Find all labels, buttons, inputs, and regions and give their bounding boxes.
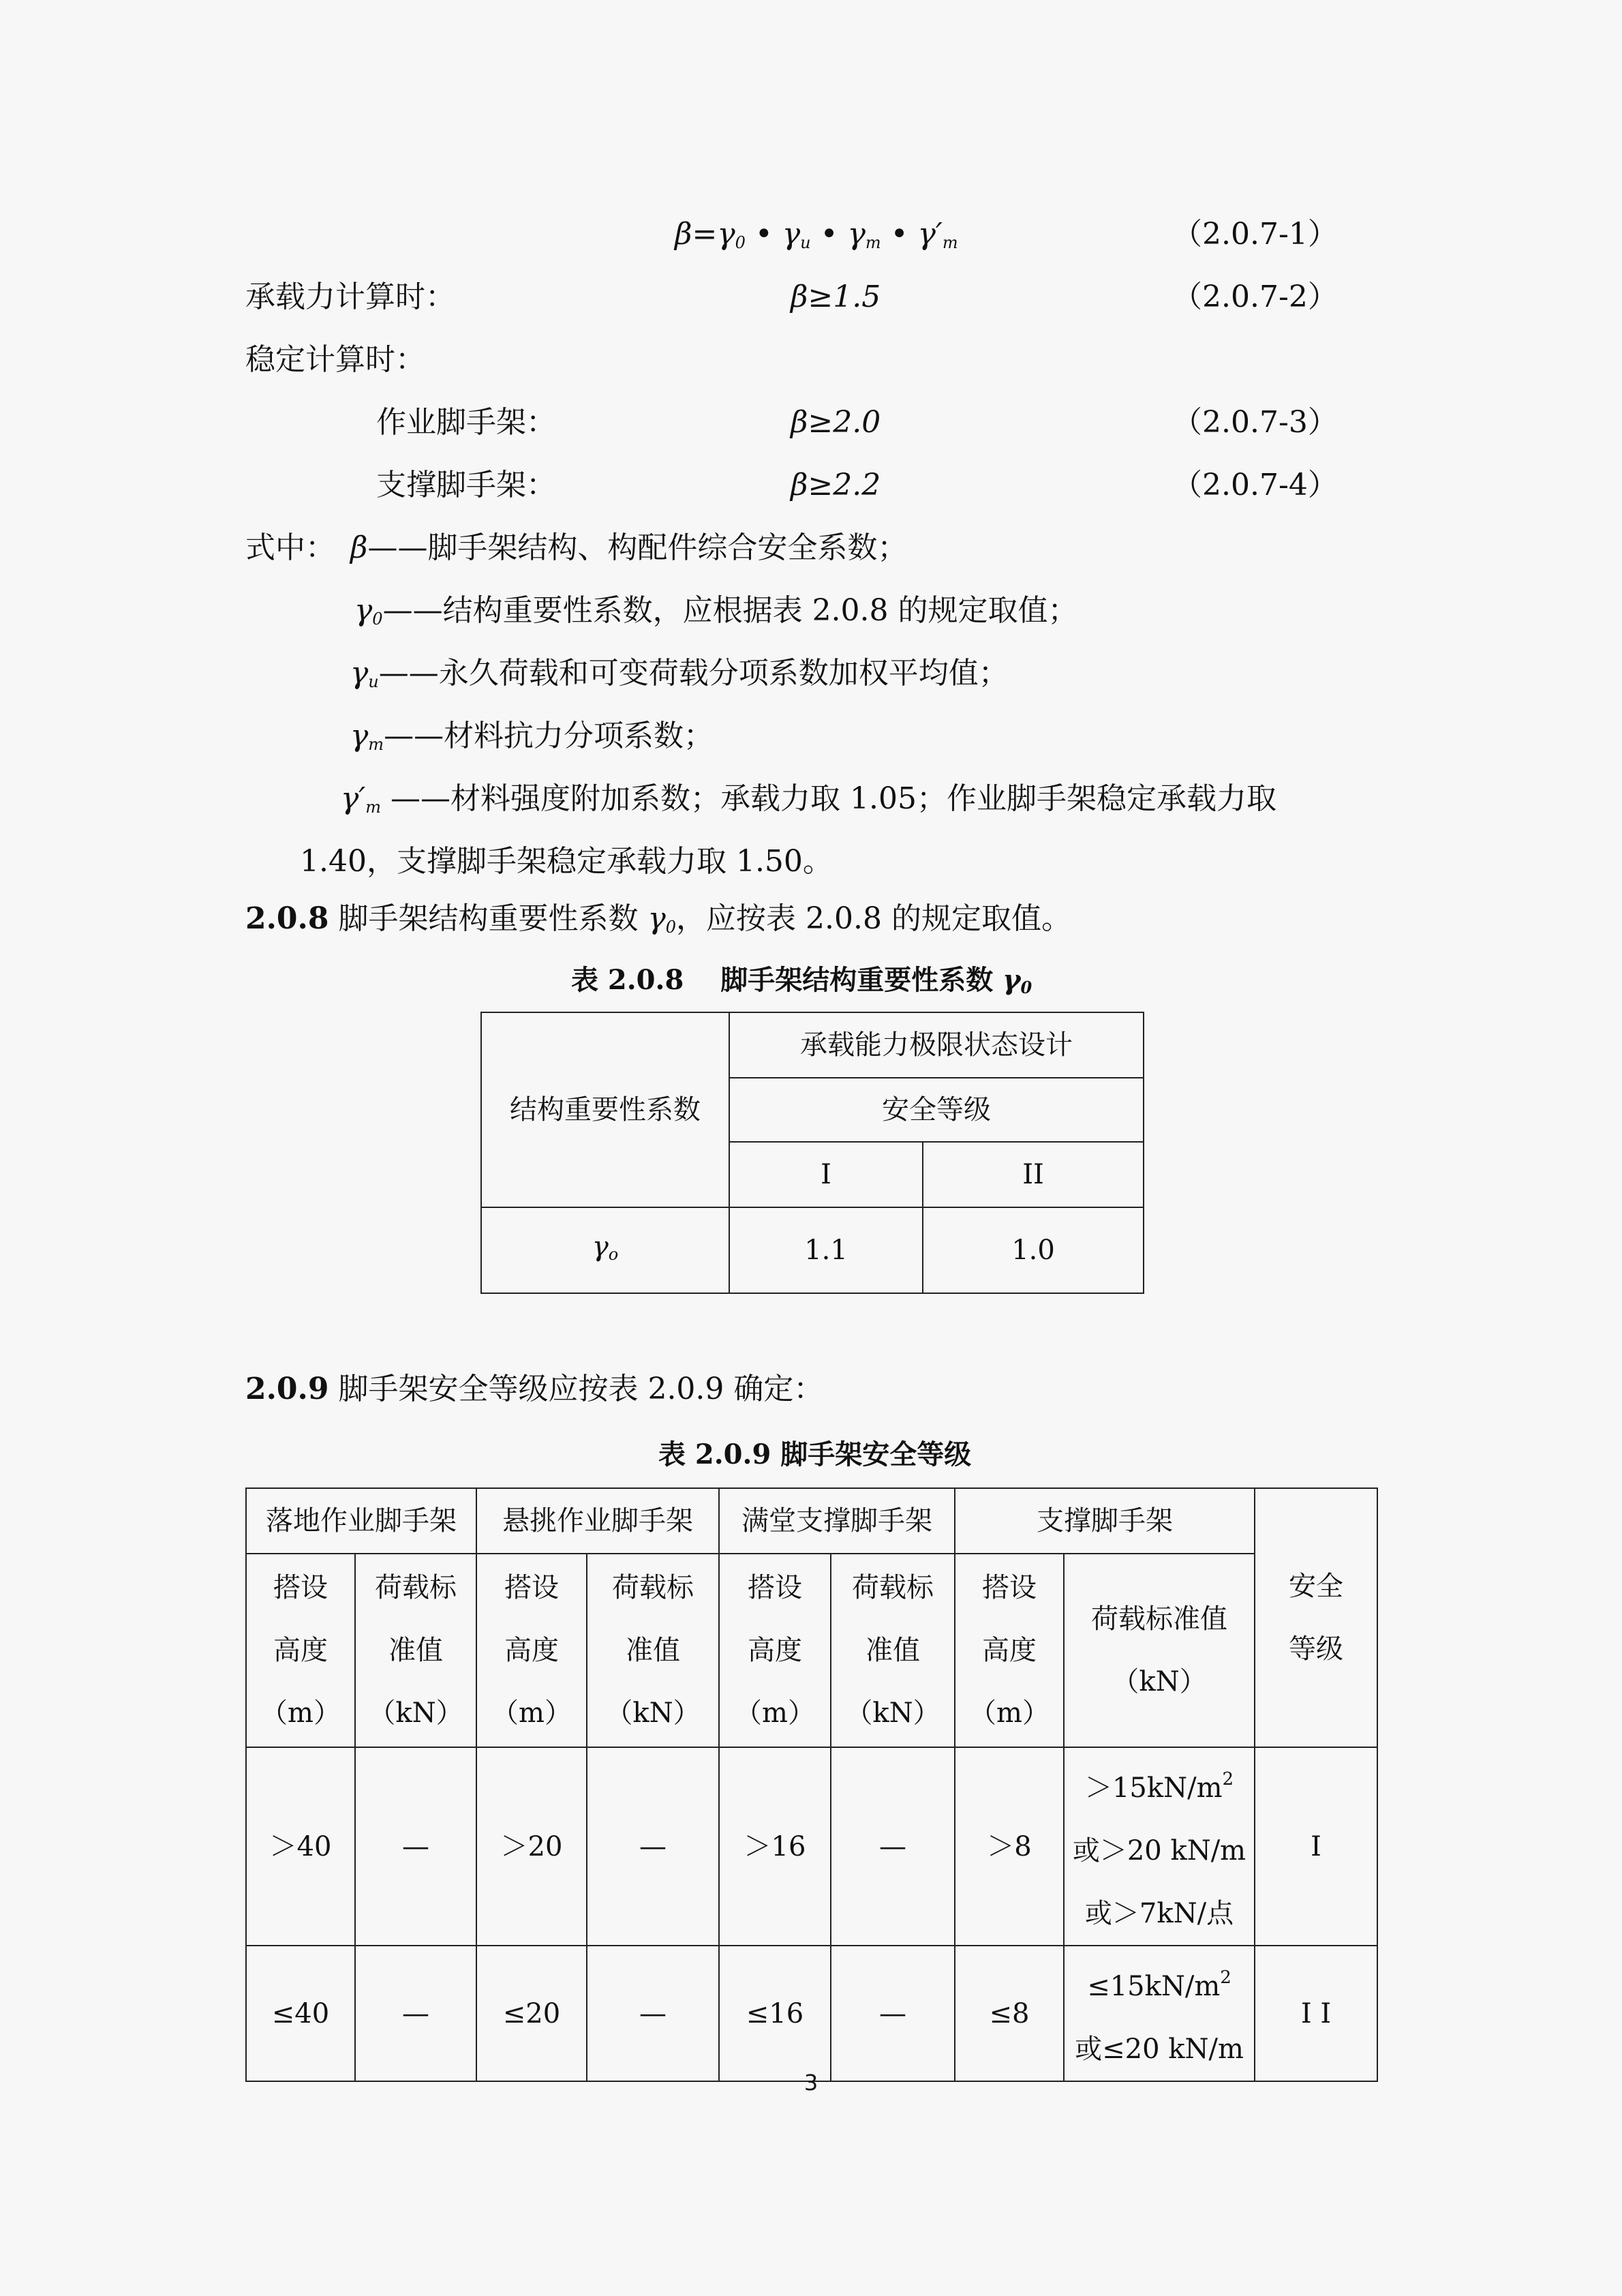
gamma-symbol: γ (647, 901, 666, 936)
gamma-symbol: γ (1003, 964, 1021, 996)
where-gamma-m-prime (341, 779, 1276, 828)
clause-text: ，应按表 2.0.8 的规定取值。 (676, 901, 1071, 936)
grade-header-cell (1255, 1488, 1377, 1747)
gamma-symbol: γ (350, 719, 369, 753)
subheader-cell (719, 1554, 831, 1747)
subscript: 0 (372, 609, 383, 629)
header-line: （m） (969, 1697, 1050, 1729)
superscript: 2 (1220, 1967, 1231, 1988)
header-line: （m） (260, 1697, 341, 1729)
header-line: 荷载标准值 (1091, 1603, 1227, 1635)
table-cell: ＞8 (955, 1747, 1064, 1946)
gamma-symbol: γ (717, 217, 735, 252)
table-2-0-9 (245, 1487, 1378, 2082)
dot-operator: • (890, 217, 908, 252)
formula-label: 承载力计算时： (245, 280, 455, 314)
group-header-cell: 悬挑作业脚手架 (476, 1488, 719, 1554)
subheader-cell (587, 1554, 719, 1747)
table-cell: — (587, 1946, 719, 2081)
subheader-cell (246, 1554, 355, 1747)
header-line: 搭设 (273, 1572, 328, 1603)
subscript: 0 (735, 233, 746, 252)
header-line: 荷载标 (612, 1572, 694, 1603)
table-caption-2-0-9: 表 2.0.9 脚手架安全等级 (658, 1438, 972, 1470)
definition-text: ——永久荷载和可变荷载分项系数加权平均值； (378, 656, 1009, 691)
where-gamma-0 (354, 590, 1078, 639)
table-cell: ＞40 (246, 1747, 355, 1946)
header-cell: 承载能力极限状态设计 (729, 1012, 1144, 1078)
header-line: 安全 (1289, 1571, 1343, 1602)
header-line: 高度 (504, 1635, 559, 1666)
formula-label: 作业脚手架： (376, 405, 556, 440)
formula-expression: β≥2.2 (791, 468, 881, 502)
subscript: m (942, 233, 958, 252)
header-line: （kN） (1112, 1666, 1207, 1697)
group-header-cell: 满堂支撑脚手架 (719, 1488, 955, 1554)
table-cell: — (355, 1946, 476, 2081)
header-line: 高度 (748, 1635, 802, 1666)
equation-number: （2.0.7-3） (1172, 405, 1338, 440)
cell-line: 或≤20 kN/m (1075, 2034, 1244, 2065)
clause-text: 脚手架结构重要性系数 (328, 901, 648, 936)
group-header-cell: 支撑脚手架 (955, 1488, 1255, 1554)
table-cell: ≤20 (476, 1946, 587, 2081)
table-cell (481, 1207, 729, 1293)
table-cell: 1.1 (729, 1207, 923, 1293)
caption-text: 表 2.0.8 脚手架结构重要性系数 (571, 964, 1003, 996)
equals-sign: = (692, 217, 718, 252)
formula-expression: β≥1.5 (791, 280, 881, 314)
load-value: ＞15kN/m (1084, 1772, 1223, 1804)
load-value: ≤15kN/m (1087, 1971, 1221, 2002)
header-line: 高度 (982, 1635, 1037, 1666)
formula-label: 支撑脚手架： (376, 468, 556, 502)
subscript: u (800, 233, 811, 252)
clause-2-0-9 (245, 1369, 823, 1410)
table-cell: — (831, 1747, 955, 1946)
table-cell: ＞20 (476, 1747, 587, 1946)
grade-cell: I (1255, 1747, 1377, 1946)
header-line: （kN） (845, 1697, 940, 1729)
group-header-cell: 落地作业脚手架 (246, 1488, 476, 1554)
header-line: 搭设 (748, 1572, 802, 1603)
subheader-cell (955, 1554, 1064, 1747)
subscript: 0 (665, 918, 677, 937)
dot-operator: • (754, 217, 773, 252)
cell-line: 或＞7kN/点 (1084, 1898, 1234, 1929)
gamma-symbol: γ (847, 217, 866, 252)
subheader-cell (355, 1554, 476, 1747)
subheader-cell (831, 1554, 955, 1747)
subscript: 0 (1020, 978, 1032, 997)
definition-text: ——结构重要性系数，应根据表 2.0.8 的规定取值； (382, 593, 1078, 628)
table-cell: ≤8 (955, 1946, 1064, 2081)
subscript: m (368, 735, 384, 754)
header-line: （kN） (605, 1697, 701, 1729)
equation-number: （2.0.7-1） (1172, 217, 1338, 252)
header-line: 荷载标 (852, 1572, 934, 1603)
header-cell: 安全等级 (729, 1078, 1144, 1142)
header-line: 准值 (866, 1635, 920, 1666)
table-cell: ≤40 (246, 1946, 355, 2081)
table-cell: — (587, 1747, 719, 1946)
subscript: o (608, 1244, 619, 1264)
header-line: （m） (735, 1697, 815, 1729)
table-cell: — (355, 1747, 476, 1946)
where-beta (245, 528, 907, 569)
equation-number: （2.0.7-2） (1172, 280, 1338, 314)
gamma-symbol: γ (354, 593, 373, 628)
dot-operator: • (820, 217, 838, 252)
header-cell: I (729, 1142, 923, 1207)
header-line: 等级 (1289, 1633, 1343, 1665)
clause-text: 脚手架安全等级应按表 2.0.9 确定： (328, 1372, 824, 1406)
table-2-0-8 (480, 1012, 1144, 1294)
clause-number: 2.0.9 (245, 1372, 329, 1406)
table-cell (1064, 1747, 1255, 1946)
definition-text: ——材料强度附加系数；承载力取 1.05；作业脚手架稳定承载力取 (381, 781, 1277, 816)
table-cell (1064, 1946, 1255, 2081)
cell-line (1065, 1748, 1254, 1819)
grade-cell: I I (1255, 1946, 1377, 2081)
table-cell: ＞16 (719, 1747, 831, 1946)
subheader-cell (476, 1554, 587, 1747)
gamma-symbol: γ (782, 217, 801, 252)
definition-text: ——脚手架结构、构配件综合安全系数； (367, 530, 908, 565)
subscript: m (865, 233, 881, 252)
formula-expression: β≥2.0 (791, 405, 881, 440)
table-cell: 1.0 (923, 1207, 1144, 1293)
gamma-symbol: γ (350, 656, 369, 691)
header-line: 高度 (273, 1635, 328, 1666)
table-cell: ≤16 (719, 1946, 831, 2081)
where-gamma-m-prime-cont: 1.40，支撑脚手架稳定承载力取 1.50。 (300, 844, 833, 879)
header-line: （m） (491, 1697, 572, 1729)
header-line: 准值 (388, 1635, 443, 1666)
table-caption-2-0-8 (571, 960, 1032, 1008)
beta-symbol: β (675, 217, 692, 252)
row-header-cell: 结构重要性系数 (481, 1012, 729, 1207)
formula-2-0-7-1 (675, 214, 958, 263)
page-number: 3 (804, 2070, 818, 2096)
definition-text: ——材料抗力分项系数； (384, 719, 714, 753)
header-line: 荷载标 (375, 1572, 457, 1603)
gamma-prime-symbol: γ′ (341, 781, 366, 816)
subscript: u (368, 672, 379, 691)
where-lead: 式中： (245, 530, 335, 565)
subheader-cell (1064, 1554, 1255, 1747)
cell-line (1065, 1946, 1254, 2018)
where-gamma-u (350, 653, 1009, 702)
beta-symbol: β (350, 530, 368, 565)
gamma-prime-symbol: γ′ (917, 217, 943, 252)
header-line: 准值 (626, 1635, 680, 1666)
superscript: 2 (1222, 1769, 1234, 1789)
equation-number: （2.0.7-4） (1172, 468, 1338, 502)
clause-2-0-8 (245, 898, 1071, 948)
header-line: （kN） (368, 1697, 463, 1729)
subscript: m (365, 798, 382, 817)
stability-label: 稳定计算时： (245, 342, 425, 377)
gamma-symbol: γ (592, 1230, 609, 1263)
clause-number: 2.0.8 (245, 901, 329, 936)
header-cell: II (923, 1142, 1144, 1207)
cell-line: 或＞20 kN/m (1072, 1835, 1246, 1867)
header-line: 搭设 (504, 1572, 559, 1603)
table-cell: — (831, 1946, 955, 2081)
header-line: 搭设 (982, 1572, 1037, 1603)
where-gamma-m (350, 716, 714, 765)
